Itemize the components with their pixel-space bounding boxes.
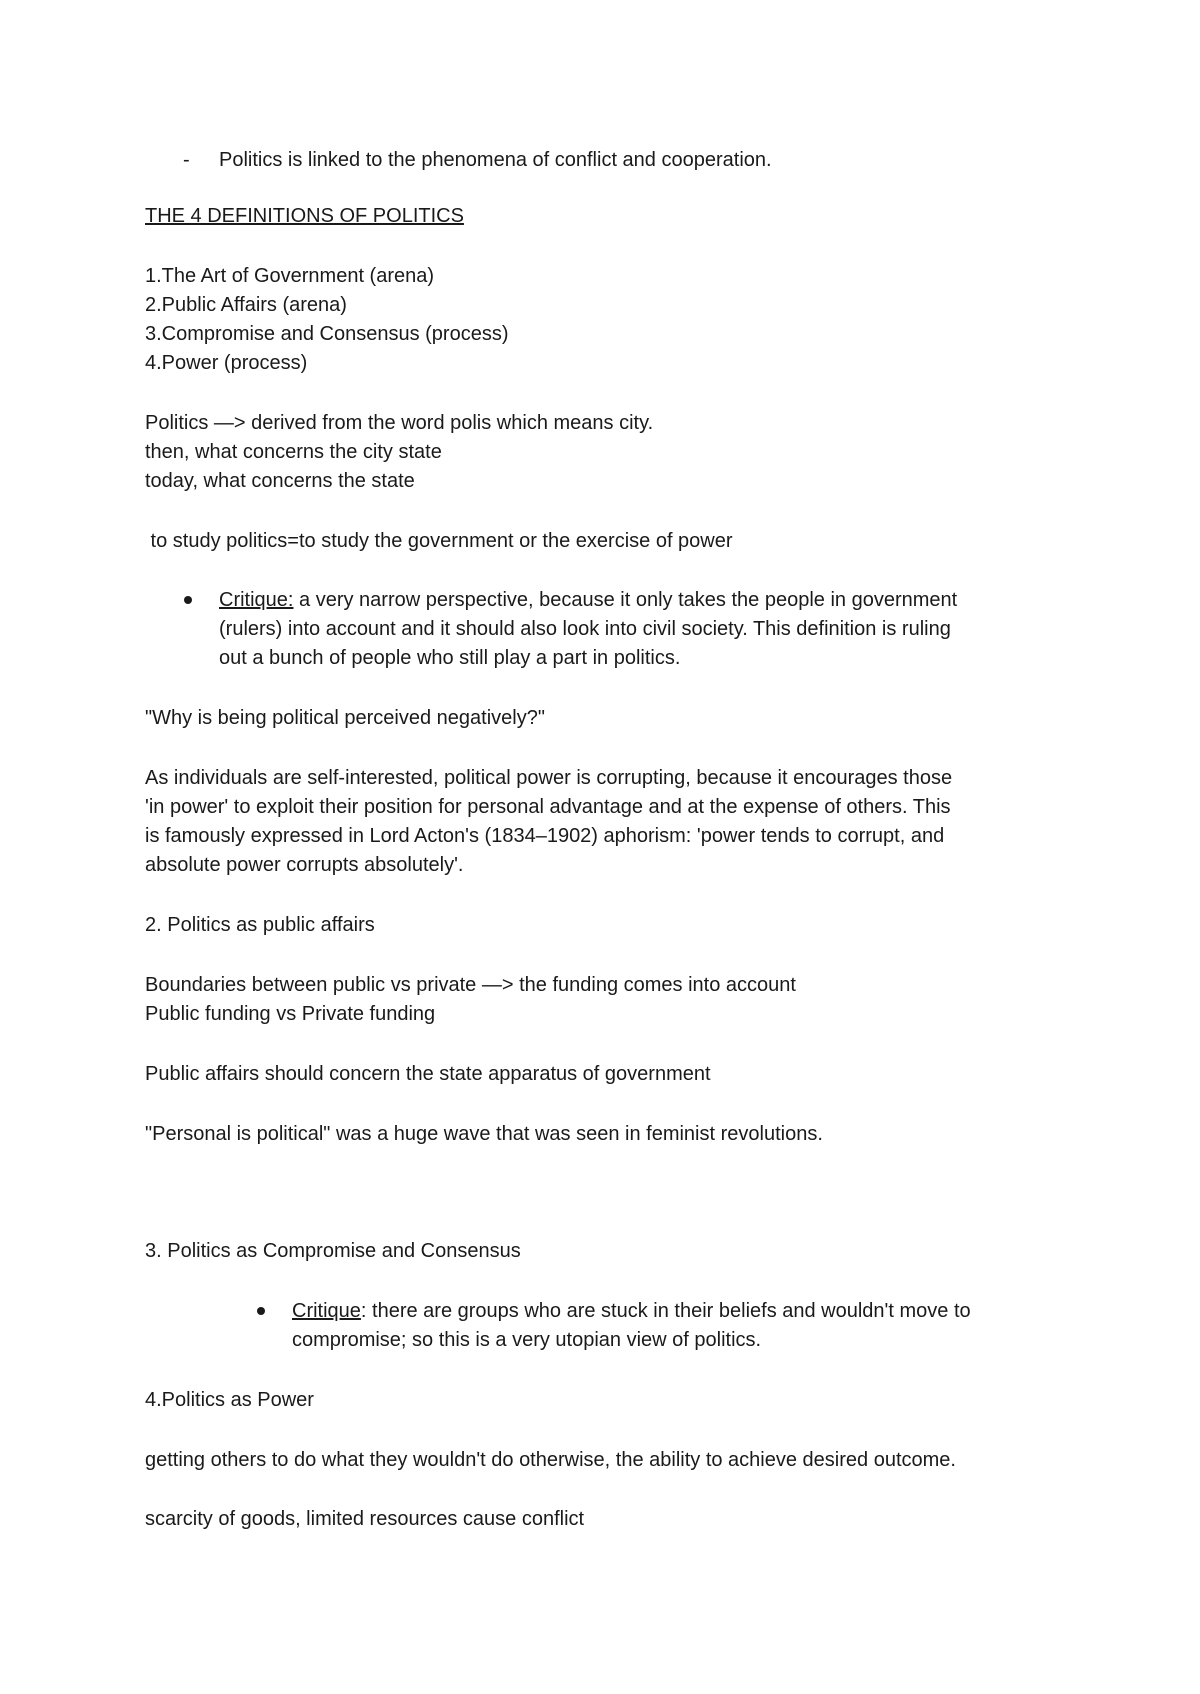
critique-2-label: Critique: [292, 1300, 361, 1322]
polis-line: today, what concerns the state: [145, 470, 415, 492]
definition-item: 4.Power (process): [145, 352, 308, 374]
section-3-title: 3. Politics as Compromise and Consensus: [145, 1240, 521, 1262]
critique-1-text: a very narrow perspective, because it only takes the people in government: [293, 589, 958, 611]
intro-dash: -: [183, 149, 190, 171]
critique-1-label: Critique:: [219, 589, 294, 611]
polis-line: Politics —> derived from the word polis which means city.: [145, 412, 654, 434]
section-heading: THE 4 DEFINITIONS OF POLITICS: [145, 205, 464, 227]
critique-2-line: [292, 1297, 971, 1326]
boundaries-line: Boundaries between public vs private —> the funding comes into account: [145, 974, 796, 996]
personal-political-line: "Personal is political" was a huge wave that was seen in feminist revolutions.: [145, 1123, 823, 1145]
section-2-title: 2. Politics as public affairs: [145, 914, 375, 936]
critique-1-line: [219, 586, 957, 615]
definition-item: 1.The Art of Government (arena): [145, 265, 435, 287]
definition-item: 3.Compromise and Consensus (process): [145, 323, 509, 345]
bullet-icon: [184, 596, 192, 604]
acton-line: 'in power' to exploit their position for personal advantage and at the expense of others. This: [145, 796, 951, 818]
acton-line: absolute power corrupts absolutely'.: [145, 854, 464, 876]
scarcity-line: scarcity of goods, limited resources cause conflict: [145, 1508, 585, 1530]
study-line: to study politics=to study the government or the exercise of power: [145, 530, 733, 552]
definition-item: 2.Public Affairs (arena): [145, 294, 347, 316]
acton-line: As individuals are self-interested, political power is corrupting, because it encourages those: [145, 767, 953, 789]
polis-line: then, what concerns the city state: [145, 441, 442, 463]
intro-text: Politics is linked to the phenomena of conflict and cooperation.: [219, 149, 772, 171]
boundaries-line: Public funding vs Private funding: [145, 1003, 436, 1025]
power-definition-line: getting others to do what they wouldn't do otherwise, the ability to achieve desired outcome.: [145, 1449, 956, 1471]
critique-1-text: out a bunch of people who still play a part in politics.: [219, 647, 681, 669]
critique-1-text: (rulers) into account and it should also look into civil society. This definition is ruling: [219, 618, 951, 640]
public-affairs-line: Public affairs should concern the state apparatus of government: [145, 1063, 711, 1085]
bullet-icon: [257, 1307, 265, 1315]
critique-2-text: compromise; so this is a very utopian view of politics.: [292, 1329, 762, 1351]
acton-line: is famously expressed in Lord Acton's (1834–1902) aphorism: 'power tends to corrupt, and: [145, 825, 945, 847]
section-4-title: 4.Politics as Power: [145, 1389, 314, 1411]
critique-2-text: : there are groups who are stuck in their beliefs and wouldn't move to: [360, 1300, 971, 1322]
question-line: "Why is being political perceived negatively?": [145, 707, 545, 729]
